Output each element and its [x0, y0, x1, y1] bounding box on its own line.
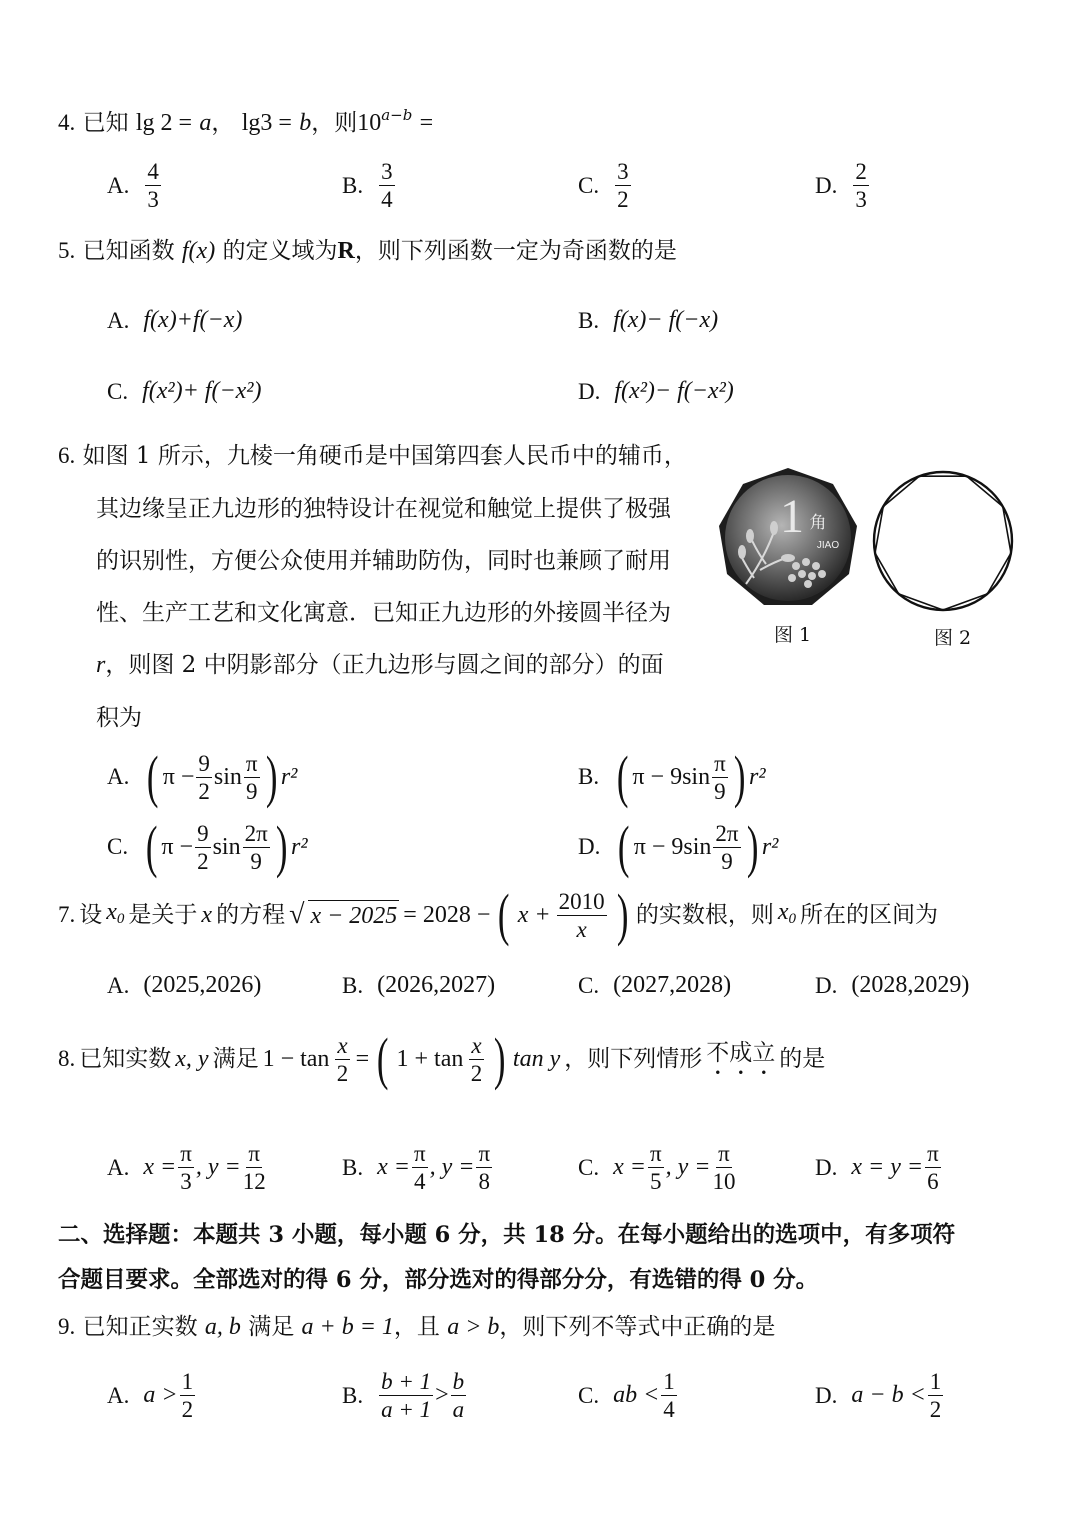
- q7-option-d[interactable]: [815, 972, 969, 999]
- option-label: B.: [342, 172, 364, 198]
- q7-option-a[interactable]: [107, 972, 261, 999]
- q5-text-mid: 的定义域为: [222, 238, 338, 264]
- q4-number: 4.: [58, 110, 76, 135]
- figure-2-caption: 图 2: [934, 627, 972, 649]
- option-expr: (2025,2026): [143, 972, 262, 998]
- option-expr: f(x)+f(−x): [143, 307, 243, 333]
- numerator: π: [478, 1141, 491, 1166]
- emphasis-not-hold: 不成立: [706, 1040, 776, 1066]
- numerator: x: [337, 1032, 348, 1058]
- y-eq: , y =: [665, 1154, 711, 1180]
- q9-stem: [58, 1312, 775, 1342]
- fraction: [648, 1142, 664, 1193]
- numerator: 1: [181, 1369, 194, 1394]
- x-eq: x =: [613, 1154, 646, 1180]
- option-expr: [851, 1142, 942, 1193]
- q6-line-3: 的识别性，方便公众使用并辅助防伪，同时也兼顾了耐用: [96, 548, 671, 574]
- q7-text-post2: 所在的区间为: [800, 902, 939, 928]
- q9-condition-2: a > b: [447, 1314, 500, 1340]
- option-label: C.: [578, 172, 600, 198]
- fraction: [178, 1142, 194, 1193]
- coin-figure: [716, 466, 860, 610]
- q4-option-c[interactable]: [578, 160, 633, 211]
- y-eq: , y =: [429, 1154, 475, 1180]
- sqrt-sign: √: [289, 899, 305, 930]
- option-label: D.: [578, 378, 601, 404]
- numerator: π: [180, 1141, 192, 1166]
- left-paren: (: [147, 744, 159, 809]
- right-paren: ): [493, 1026, 506, 1091]
- q8-option-d[interactable]: [815, 1142, 943, 1193]
- equals: =: [355, 1046, 370, 1072]
- q4-option-b[interactable]: [342, 160, 397, 211]
- q9-text-post: ，则下列不等式中正确的是: [499, 1314, 776, 1340]
- numerator: π: [718, 1141, 730, 1166]
- x-var: x: [106, 898, 117, 925]
- denominator: x: [576, 916, 587, 942]
- option-expr: [613, 1142, 737, 1193]
- right-paren: ): [746, 814, 758, 879]
- q4-comma: ，: [211, 110, 235, 136]
- q4-eq: =: [419, 110, 434, 136]
- q8-text: 已知实数: [79, 1046, 172, 1072]
- option-label: A.: [107, 307, 130, 333]
- denominator: 2: [929, 1397, 942, 1422]
- r-squared: r²: [291, 833, 308, 860]
- option-label: A.: [107, 172, 130, 198]
- option-label: B.: [578, 307, 600, 333]
- option-label: A.: [107, 1382, 130, 1408]
- numerator: π: [927, 1141, 939, 1166]
- option-label: B.: [342, 1154, 364, 1180]
- q6-option-c[interactable]: [107, 814, 308, 879]
- numerator: x: [471, 1032, 482, 1058]
- coin-char: 角: [809, 513, 827, 533]
- q8-option-c[interactable]: [578, 1142, 737, 1193]
- pi-term: π −: [161, 833, 194, 860]
- denominator: 6: [927, 1169, 939, 1194]
- numerator: 2π: [715, 820, 739, 846]
- numerator: b: [452, 1369, 465, 1394]
- option-label: B.: [578, 764, 600, 789]
- y-eq: , y =: [195, 1154, 241, 1180]
- coin-digit: 1: [780, 490, 804, 543]
- numerator: π: [413, 1141, 426, 1166]
- q8-number: 8.: [58, 1046, 76, 1071]
- q7-text: 设: [79, 902, 103, 928]
- left-paren: (: [618, 814, 630, 879]
- fraction: [853, 160, 869, 211]
- numerator: 9: [197, 820, 209, 846]
- x-eq: x =: [377, 1154, 410, 1180]
- radicand: x − 2025: [308, 900, 399, 931]
- section-2-header-line-2: 合题目要求。全部选对的得 6 分，部分选对的得部分分，有选错的得 0 分。: [58, 1267, 819, 1293]
- denominator: 3: [855, 187, 867, 212]
- q6-option-a[interactable]: [107, 744, 298, 809]
- option-expr: [143, 1142, 267, 1193]
- q9-text-mid: 满足: [248, 1314, 295, 1340]
- q8-option-b[interactable]: [342, 1142, 494, 1193]
- option-expr: f(x)− f(−x): [613, 307, 719, 333]
- numerator: π: [714, 750, 726, 776]
- x-var: x: [777, 898, 789, 925]
- q9-and: ，且: [393, 1314, 440, 1340]
- one-plus-tan: 1 + tan: [396, 1046, 464, 1072]
- q4-text: 已知: [82, 110, 129, 136]
- fraction: [195, 822, 211, 873]
- nonagon-figure: [868, 466, 1018, 616]
- denominator: 4: [663, 1397, 675, 1422]
- q4-option-d[interactable]: [815, 160, 871, 211]
- denominator: 3: [147, 187, 159, 212]
- q7-x0-2: [778, 897, 796, 934]
- fraction: [928, 1370, 944, 1421]
- q9-option-a[interactable]: [107, 1370, 197, 1421]
- left-paren: (: [498, 882, 510, 947]
- lhs: a >: [143, 1382, 178, 1408]
- tan-y: tan y: [512, 1046, 561, 1072]
- q4-exponent: a−b: [381, 106, 413, 124]
- pi-term: π − 9sin: [632, 763, 711, 790]
- option-expr: f(x²)− f(−x²): [614, 378, 734, 404]
- lhs: a − b <: [851, 1382, 926, 1408]
- one-minus-tan: 1 − tan: [262, 1046, 330, 1072]
- denominator: 9: [245, 778, 258, 804]
- fraction: [244, 752, 260, 803]
- q4-a: a: [199, 110, 212, 136]
- option-label: C.: [107, 834, 129, 859]
- q6-line-4: 性、生产工艺和文化寓意．已知正九边形的外接圆半径为: [96, 600, 671, 626]
- q9-number: 9.: [58, 1314, 76, 1339]
- q5-option-c[interactable]: [107, 378, 261, 405]
- q7-text-mid2: 的方程: [216, 902, 286, 928]
- denominator: a: [452, 1397, 465, 1422]
- denominator: 2: [336, 1060, 349, 1086]
- option-label: C.: [107, 378, 129, 404]
- pi-term: π − 9sin: [633, 833, 712, 860]
- q8-option-a[interactable]: [107, 1142, 268, 1193]
- fraction: [615, 160, 631, 211]
- q5-option-b[interactable]: [578, 307, 718, 334]
- option-label: D.: [815, 972, 838, 998]
- r-squared: r²: [761, 833, 779, 860]
- sin: sin: [213, 763, 242, 790]
- denominator: 4: [414, 1169, 426, 1194]
- option-label: C.: [578, 972, 600, 998]
- numerator: 2π: [244, 820, 268, 846]
- q8-stem: [58, 1026, 826, 1091]
- option-label: A.: [107, 764, 130, 789]
- denominator: 3: [180, 1169, 192, 1194]
- option-expr: [142, 814, 308, 879]
- option-label: B.: [342, 972, 364, 998]
- q5-text-post: ，则下列函数一定为奇函数的是: [354, 238, 677, 264]
- denominator: 10: [712, 1169, 736, 1194]
- left-paren: (: [616, 744, 629, 809]
- q4-b: b: [299, 110, 312, 136]
- r-squared: r²: [280, 763, 298, 790]
- option-label: A.: [107, 972, 130, 998]
- q5-fx: f(x): [181, 238, 216, 264]
- denominator: 2: [197, 848, 209, 874]
- left-paren: (: [377, 1026, 389, 1091]
- q8-text-post: ，则下列情形: [564, 1046, 703, 1072]
- q7-text-mid: 是关于: [128, 902, 198, 928]
- numerator: 1: [929, 1369, 942, 1394]
- q7-option-c[interactable]: [578, 972, 731, 999]
- option-expr: [613, 744, 766, 809]
- q7-x0: [106, 897, 124, 934]
- fraction: [145, 160, 161, 211]
- coin-text: JIAO: [816, 540, 840, 551]
- denominator: 8: [478, 1169, 490, 1194]
- lhs: ab <: [613, 1382, 660, 1408]
- q5-option-a[interactable]: [107, 307, 242, 334]
- fraction: [196, 752, 212, 803]
- subscript: 0: [788, 910, 797, 927]
- right-paren: ): [733, 744, 746, 809]
- numerator: 4: [147, 159, 159, 184]
- x-plus: x +: [517, 902, 551, 928]
- subscript: 0: [116, 910, 125, 927]
- r-squared: r²: [749, 763, 766, 790]
- q6-r: r: [96, 652, 106, 678]
- numerator: π: [649, 1141, 662, 1166]
- circumscribed-circle: [874, 472, 1012, 610]
- denominator: 2: [470, 1060, 483, 1086]
- denominator: 9: [250, 848, 262, 874]
- q9-option-c[interactable]: [578, 1370, 679, 1421]
- q5-R: R: [337, 238, 355, 264]
- denominator: 4: [381, 187, 393, 212]
- denominator: a + 1: [381, 1397, 432, 1422]
- q5-option-d[interactable]: [578, 378, 734, 405]
- fraction: [335, 1034, 349, 1085]
- numerator: 9: [198, 750, 210, 776]
- option-label: D.: [578, 834, 601, 859]
- denominator: 9: [714, 778, 726, 804]
- denominator: 2: [181, 1397, 194, 1422]
- q7-rhs: = 2028 −: [403, 902, 491, 928]
- denominator: 5: [650, 1169, 662, 1194]
- x-eq-y: x = y =: [851, 1154, 924, 1180]
- q6-text: ，则图 2 中阴影部分（正九边形与圆之间的部分）的面: [105, 652, 664, 678]
- option-label: D.: [815, 172, 838, 198]
- option-expr: (2026,2027): [377, 972, 496, 998]
- option-expr: [851, 1370, 945, 1421]
- q6-line-6: 积为: [96, 705, 142, 731]
- fraction: [180, 1370, 196, 1421]
- fraction: [379, 1370, 433, 1421]
- numerator: 2: [855, 159, 867, 184]
- option-label: C.: [578, 1154, 600, 1180]
- fraction: [712, 1142, 735, 1193]
- option-expr: [377, 1370, 468, 1421]
- q4-option-a[interactable]: [107, 160, 163, 211]
- denominator: 12: [242, 1169, 266, 1194]
- option-expr: f(x²)+ f(−x²): [142, 378, 262, 404]
- right-paren: ): [275, 814, 288, 879]
- q8-text-mid: 满足: [212, 1046, 259, 1072]
- numerator: π: [245, 750, 258, 776]
- q7-stem: [58, 882, 939, 947]
- q4-lg2: lg 2 =: [135, 110, 193, 136]
- fraction: [712, 752, 728, 803]
- fraction: [925, 1142, 941, 1193]
- fraction: [661, 1370, 677, 1421]
- q6-text: 如图 1 所示，九棱一角硬币是中国第四套人民币中的辅币，: [82, 443, 687, 469]
- option-expr: (2028,2029): [851, 972, 970, 998]
- q9-ab: a, b: [204, 1314, 241, 1340]
- q8-text-post2: 的是: [779, 1046, 826, 1072]
- numerator: 3: [617, 159, 629, 184]
- q6-option-d[interactable]: [578, 814, 779, 879]
- numerator: b + 1: [381, 1369, 432, 1394]
- section-2-header-line-1: 二、选择题：本题共 3 小题，每小题 6 分，共 18 分。在每小题给出的选项中，有多项符: [58, 1222, 956, 1248]
- left-paren: (: [145, 814, 158, 879]
- q7-option-b[interactable]: [342, 972, 495, 999]
- numerator: 1: [663, 1369, 675, 1394]
- denominator: 9: [721, 848, 733, 874]
- option-label: A.: [107, 1154, 130, 1180]
- q9-text: 已知正实数: [82, 1314, 198, 1340]
- fraction: [713, 822, 740, 873]
- fraction: [379, 160, 395, 211]
- q4-ten: 10: [357, 110, 382, 136]
- numerator: 3: [381, 159, 393, 184]
- q4-lg3: lg3 =: [241, 110, 292, 136]
- q9-condition: a + b = 1: [301, 1314, 394, 1340]
- denominator: 2: [198, 778, 210, 804]
- fraction: [243, 822, 270, 873]
- numerator: π: [248, 1141, 261, 1166]
- q4-then: ，则: [311, 110, 358, 136]
- fraction: [557, 890, 607, 941]
- sin: sin: [212, 833, 241, 860]
- right-paren: ): [265, 744, 277, 809]
- pi-term: π −: [162, 763, 195, 790]
- numerator: 2010: [558, 888, 605, 914]
- q6-line-5: [96, 650, 664, 680]
- option-expr: [143, 744, 298, 809]
- option-expr: [143, 1370, 197, 1421]
- option-label: B.: [342, 1382, 364, 1408]
- q8-xy: x, y: [175, 1046, 209, 1072]
- fraction: [243, 1142, 266, 1193]
- q6-number: 6.: [58, 443, 76, 468]
- q6-line-1: [58, 441, 687, 471]
- fraction: [469, 1034, 483, 1085]
- fraction: [476, 1142, 492, 1193]
- option-expr: [613, 1370, 679, 1421]
- q7-text-post: 的实数根，则: [635, 902, 774, 928]
- option-expr: [377, 1142, 494, 1193]
- fraction: [412, 1142, 428, 1193]
- q9-option-b[interactable]: [342, 1370, 468, 1421]
- q7-x: x: [201, 902, 213, 928]
- figure-1-caption: 图 1: [774, 624, 812, 646]
- option-expr: (2027,2028): [613, 972, 732, 998]
- option-expr: [614, 814, 779, 879]
- fraction: [451, 1370, 467, 1421]
- greater-than: >: [435, 1382, 449, 1408]
- x-eq: x =: [143, 1154, 177, 1180]
- q9-option-d[interactable]: [815, 1370, 945, 1421]
- q6-option-b[interactable]: [578, 744, 766, 809]
- q6-line-2: 其边缘呈正九边形的独特设计在视觉和触觉上提供了极强: [96, 496, 671, 522]
- q7-number: 7.: [58, 902, 76, 927]
- option-label: C.: [578, 1382, 600, 1408]
- q5-text: 已知函数: [82, 238, 175, 264]
- q4-stem: [58, 100, 433, 138]
- option-label: D.: [815, 1382, 838, 1408]
- denominator: 2: [617, 187, 629, 212]
- right-paren: ): [616, 882, 629, 947]
- option-label: D.: [815, 1154, 838, 1180]
- q5-stem: [58, 236, 677, 266]
- q5-number: 5.: [58, 238, 76, 263]
